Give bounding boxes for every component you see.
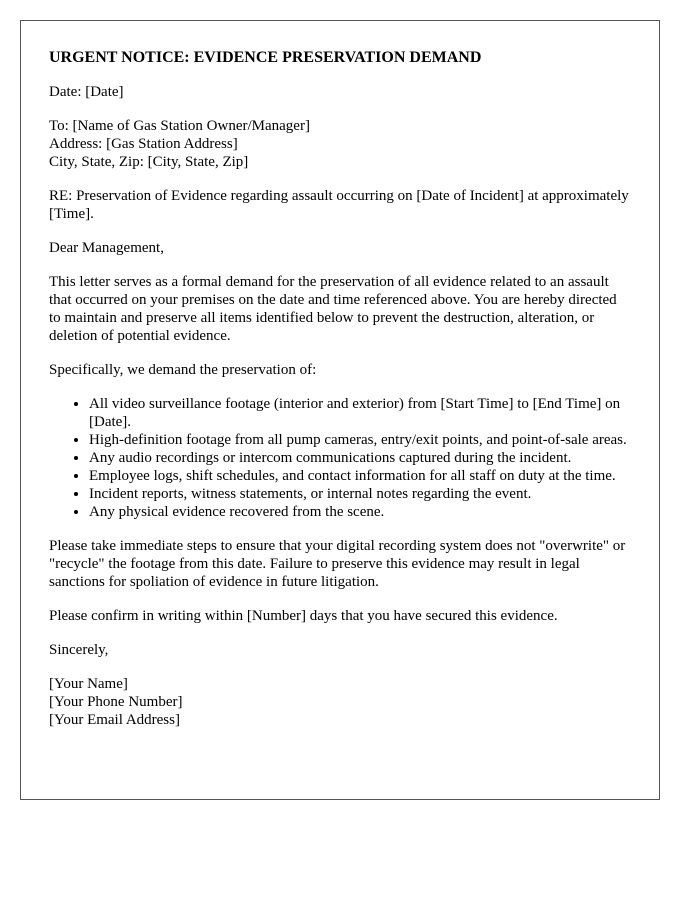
signature-email: [Your Email Address] bbox=[49, 712, 180, 728]
letter-page bbox=[20, 20, 660, 800]
warning-paragraph: Please take immediate steps to ensure that your digital recording system does not "overwrite" or "recycle" the footage from this date. Failure to preserve this evidence may result in legal sanctions for spoliation of evidence in future litigation. bbox=[49, 538, 626, 590]
list-item: • All video surveillance footage (interior and exterior) from [Start Time] to [End Time] on [Date]. bbox=[89, 395, 631, 431]
signature-block bbox=[49, 675, 631, 729]
evidence-list bbox=[49, 395, 631, 521]
list-item: • High-definition footage from all pump cameras, entry/exit points, and point-of-sale areas. bbox=[89, 431, 631, 449]
signature-phone: [Your Phone Number] bbox=[49, 694, 183, 710]
signature-name: [Your Name] bbox=[49, 676, 128, 692]
recipient-city: City, State, Zip: [City, State, Zip] bbox=[49, 154, 249, 170]
list-item: • Any audio recordings or intercom communications captured during the incident. bbox=[89, 449, 631, 467]
intro-paragraph: This letter serves as a formal demand for the preservation of all evidence related to an assault that occurred on your premises on the date and time referenced above. You are hereby directed to maintain and preserve all items identified below to prevent the destruction, alteration, or deletion of potential evidence. bbox=[49, 274, 617, 344]
recipient-to: To: [Name of Gas Station Owner/Manager] bbox=[49, 118, 310, 134]
confirm-paragraph: Please confirm in writing within [Number] days that you have secured this evidence. bbox=[49, 608, 558, 624]
salutation: Dear Management, bbox=[49, 240, 164, 256]
letter-date: Date: [Date] bbox=[49, 84, 124, 100]
recipient-block bbox=[49, 117, 631, 171]
letter-title: URGENT NOTICE: EVIDENCE PRESERVATION DEMAND bbox=[49, 49, 482, 66]
re-line: RE: Preservation of Evidence regarding assault occurring on [Date of Incident] at approximately [Time]. bbox=[49, 188, 629, 222]
list-intro: Specifically, we demand the preservation of: bbox=[49, 362, 317, 378]
closing: Sincerely, bbox=[49, 642, 109, 658]
list-item: • Employee logs, shift schedules, and contact information for all staff on duty at the time. bbox=[89, 467, 631, 485]
list-item: • Incident reports, witness statements, or internal notes regarding the event. bbox=[89, 485, 631, 503]
recipient-address: Address: [Gas Station Address] bbox=[49, 136, 238, 152]
list-item: • Any physical evidence recovered from the scene. bbox=[89, 503, 631, 521]
